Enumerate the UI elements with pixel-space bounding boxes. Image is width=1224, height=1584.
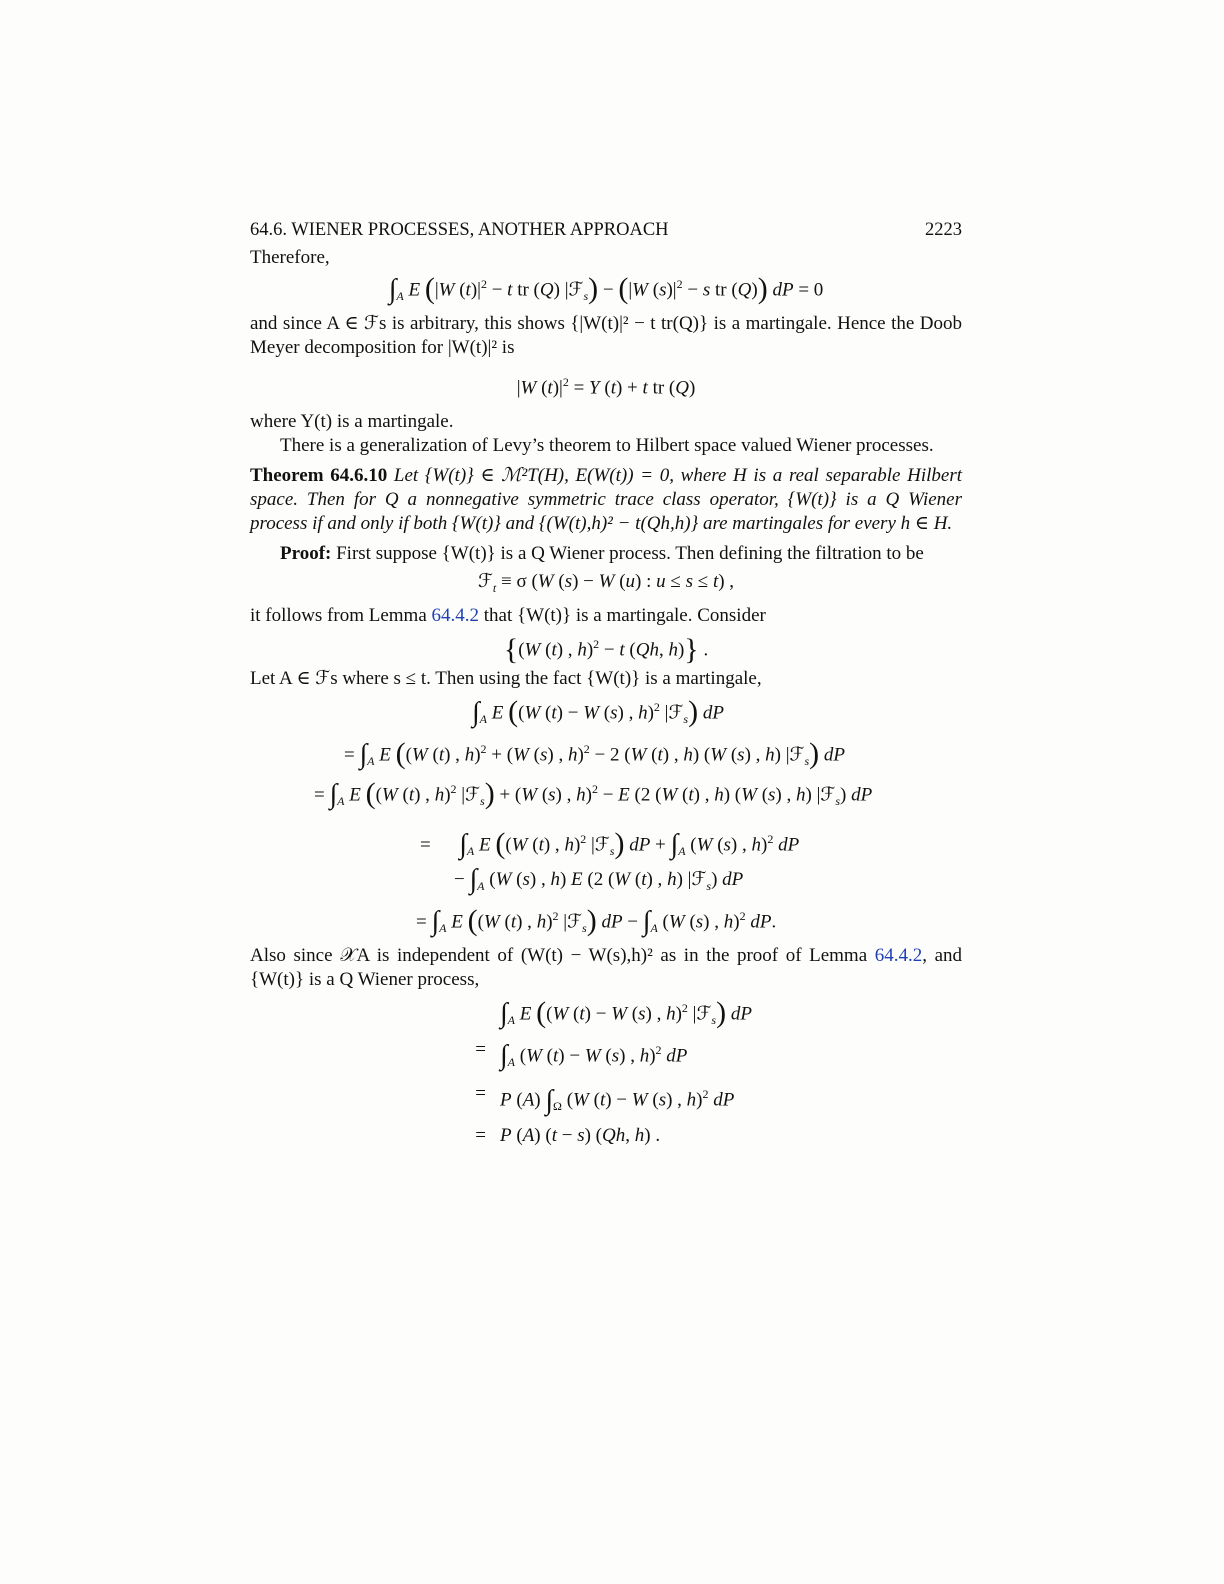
equation-consider-set: {(W (t) , h)$^2$ − t (Qh, h)} . — [503, 632, 709, 666]
paragraph-since-a: and since A ∈ ℱs is arbitrary, this shows {|W(t)|² − t tr(Q)} is a martingale. Hence the Doob Meyer decomposition for |W(t)|² is — [250, 313, 962, 359]
equation-line: $\int_A$ (W (t) − W (s) , h)$^2$ dP — [500, 1040, 688, 1072]
proof-label: Proof: — [280, 543, 332, 565]
equation-block-independence: $\int_A$ E ((W (t) − W (s) , h)$^2$ |ℱ$_s$) dP = $\int_A$ (W (t) − W (s) , h)$^2$ dP = P (A) $\int_\Omega$ (W (t) − W (s) , h)$^2$ dP = P (A) (t − s) (Qh, h) . — [250, 996, 962, 1148]
running-header — [250, 218, 962, 246]
paragraph-also-since: Also since 𝒳A is independent of (W(t) − W(s),h)² as in the proof of Lemma 64.4.2, and {W(t)} is a Q Wiener process, — [250, 945, 963, 990]
equation-filtration: ℱ$_t$ ≡ σ (W (s) − W (u) : u ≤ s ≤ t) , — [477, 571, 735, 596]
theorem-label: Theorem 64.6.10 — [250, 465, 388, 487]
equation-doob-meyer: |W $(t)|^2 = Y$ (t) + t tr (Q) — [516, 375, 696, 399]
equation-line: $\int_A$ E ((W (t) − W (s) , h)$^2$ |ℱ$_s$) dP — [500, 996, 752, 1030]
paragraph-where-y: where Y(t) is a martingale. — [250, 411, 454, 433]
equation-line: = $\int_A$ E ((W (t) , h)$^2$ + (W (s) , h)$^2$ − 2 (W (t) , h) (W (s) , h) |ℱ$_s$) dP — [344, 737, 845, 771]
equation-line: $\int_A$ E ((W (t) − W (s) , h)$^2$ |ℱ$_s$) dP — [472, 694, 724, 728]
proof-paragraph — [250, 542, 962, 566]
paragraph-generalization: There is a generalization of Levy’s theorem to Hilbert space valued Wiener processes. — [280, 435, 934, 457]
equation-block-martingale — [250, 695, 962, 940]
theorem-text: Let {W(t)} ∈ ℳ²T(H), E(W(t)) = 0, where H is a real separable Hilbert space. Then for Q a nonnegative symmetric trace class operator, {W(t)} is a Q Wiener process if and only if both {W(t)} and {(W(t),h)² − t(Qh,h)} are martingales for every h ∈ H. — [250, 465, 962, 535]
equation-line: = $\int_A$ E ((W (t) , h)$^2$ |ℱ$_s$) dP + $\int_A$ (W (s) , h)$^2$ dP — [420, 827, 800, 861]
equation-expectation-difference: $\int_A$ E (|W $(t)|^2 - t$ tr (Q) |ℱ$_s$) − (|W $(s)|^2 - s$ tr (Q)) dP = 0 — [388, 272, 824, 306]
theorem-64-6-10 — [250, 464, 962, 536]
document-page — [250, 218, 962, 1152]
paragraph-let-a: Let A ∈ ℱs where s ≤ t. Then using the fact {W(t)} is a martingale, — [250, 667, 762, 689]
lemma-link[interactable]: 64.4.2 — [874, 945, 923, 966]
equation-line: P (A) $\int_\Omega$ (W (t) − W (s) , h)$^2$ dP — [500, 1084, 735, 1116]
paragraph-follows-lemma: it follows from Lemma 64.4.2 that {W(t)} is a martingale. Consider — [250, 605, 766, 627]
lemma-link[interactable]: 64.4.2 — [431, 605, 480, 627]
equation-line: − $\int_A$ (W (s) , h) E (2 (W (t) , h) |ℱ$_s$) dP — [454, 864, 744, 896]
proof-text: First suppose {W(t)} is a Q Wiener process. Then defining the filtration to be — [336, 543, 924, 565]
equation-line: = $\int_A$ E ((W (t) , h)$^2$ |ℱ$_s$) dP − $\int_A$ (W (s) , h)$^2$ dP. — [416, 904, 777, 938]
paragraph-therefore: Therefore, — [250, 247, 330, 268]
section-title: 64.6. WIENER PROCESSES, ANOTHER APPROACH — [250, 220, 669, 240]
equation-line: = $\int_A$ E ((W (t) , h)$^2$ |ℱ$_s$) + (W (s) , h)$^2$ − E (2 (W (t) , h) (W (s) , h) |ℱ$_s$) dP — [314, 777, 873, 811]
equation-line: P (A) (t − s) (Qh, h) . — [500, 1125, 661, 1147]
page-number: 2223 — [925, 220, 962, 240]
